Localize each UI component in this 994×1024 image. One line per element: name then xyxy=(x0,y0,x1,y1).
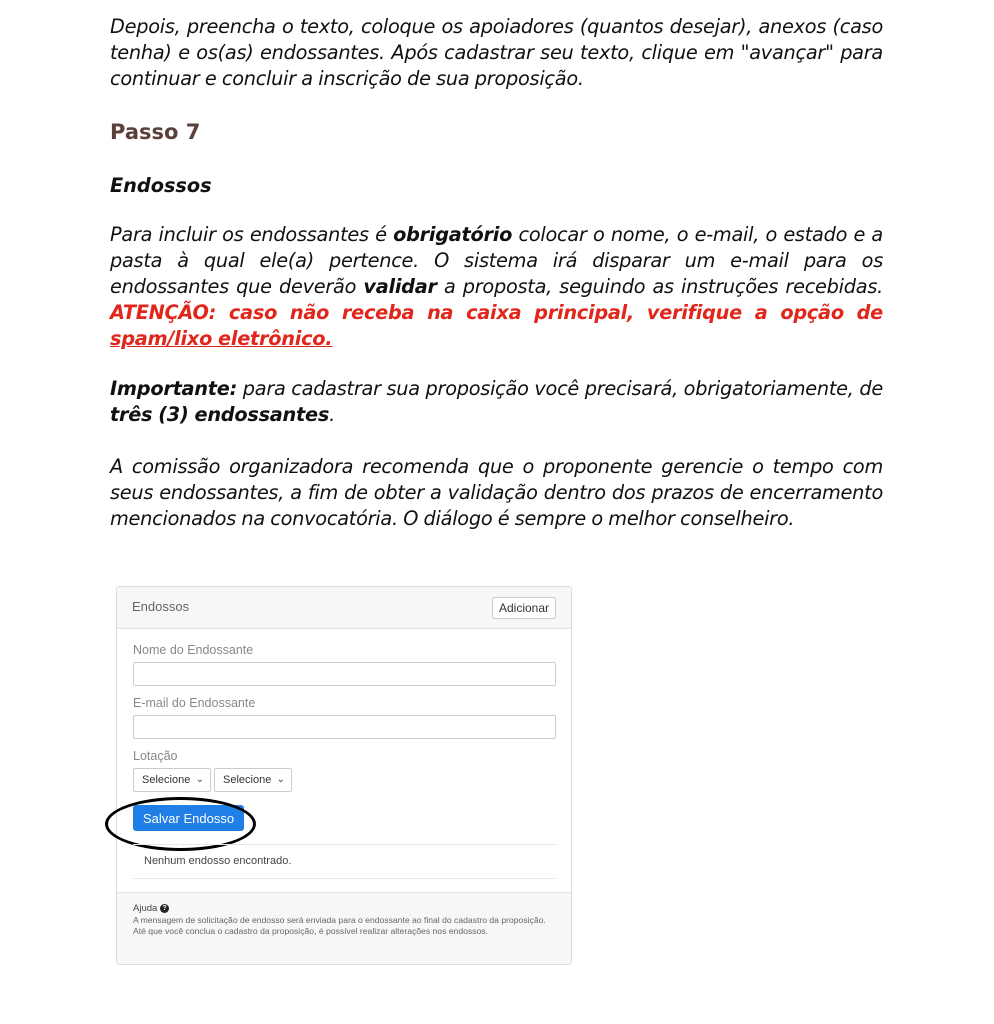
empty-state-message: Nenhum endosso encontrado. xyxy=(144,855,292,867)
question-icon: ? xyxy=(160,904,169,913)
help-title: Ajuda xyxy=(133,903,158,914)
email-input[interactable] xyxy=(133,715,556,739)
intro-paragraph: Depois, preencha o texto, coloque os apoiadores (quantos desejar), anexos (caso tenha) e os(as) endossantes. Após cadastrar seu texto, clique em "avançar" para continuar e concluir a inscrição de sua proposição. xyxy=(110,15,883,90)
state-select[interactable] xyxy=(133,768,211,792)
lotacao-label: Lotação xyxy=(133,749,178,763)
spam-link[interactable]: spam/lixo eletrônico. xyxy=(110,327,333,350)
endorse-bold-validate: validar xyxy=(363,275,437,298)
department-select-value: Selecione xyxy=(223,774,272,786)
save-endorsement-button[interactable]: Salvar Endosso xyxy=(133,805,244,831)
commission-paragraph: A comissão organizadora recomenda que o proponente gerencie o tempo com seus endossantes, a fim de obter a validação dentro dos prazos de encerramento mencionados na convocatória. O diálogo é sempre o melhor conselheiro. xyxy=(110,455,883,530)
endorse-bold-required: obrigatório xyxy=(393,223,513,246)
help-text: A mensagem de solicitação de endosso será enviada para o endossante ao final do cadastro da proposição. Até que você conclua o cadastro da proposição, é possível realizar alterações nos endossos. xyxy=(133,915,546,936)
instructions-document xyxy=(110,14,883,532)
important-paragraph xyxy=(110,376,883,428)
endorsement-form-card xyxy=(116,586,572,965)
endorse-paragraph xyxy=(110,222,883,352)
warning-link[interactable] xyxy=(110,327,332,350)
important-bold: três (3) endossantes xyxy=(110,403,330,426)
chevron-down-icon: ⌄ xyxy=(276,774,285,785)
help-heading xyxy=(133,903,555,914)
divider xyxy=(133,844,556,845)
help-footer xyxy=(117,892,571,964)
divider xyxy=(133,878,556,879)
endorse-text: Para incluir os endossantes é xyxy=(110,223,394,246)
important-text: para cadastrar sua proposição você precisará, obrigatoriamente, de xyxy=(237,377,883,400)
chevron-down-icon: ⌄ xyxy=(195,774,204,785)
important-label: Importante: xyxy=(110,377,238,400)
step-title: Passo 7 xyxy=(110,120,201,144)
important-end: . xyxy=(329,403,335,426)
endorse-text: a proposta, seguindo as instruções recebidas. xyxy=(436,275,883,298)
section-title: Endossos xyxy=(110,174,212,197)
department-select[interactable] xyxy=(214,768,292,792)
state-select-value: Selecione xyxy=(142,774,191,786)
name-label: Nome do Endossante xyxy=(133,643,254,657)
name-input[interactable] xyxy=(133,662,556,686)
add-button[interactable]: Adicionar xyxy=(492,597,556,619)
card-title: Endossos xyxy=(132,599,190,614)
card-header xyxy=(117,587,571,629)
warning-text: ATENÇÃO: caso não receba na caixa principal, verifique a opção de xyxy=(110,301,883,324)
email-label: E-mail do Endossante xyxy=(133,696,256,710)
endorse-text: colocar o nome, o e-mail, o estado e a pasta à qual ele(a) pertence. O sistema irá disparar um e-mail para os endossantes que deverão xyxy=(110,223,883,298)
